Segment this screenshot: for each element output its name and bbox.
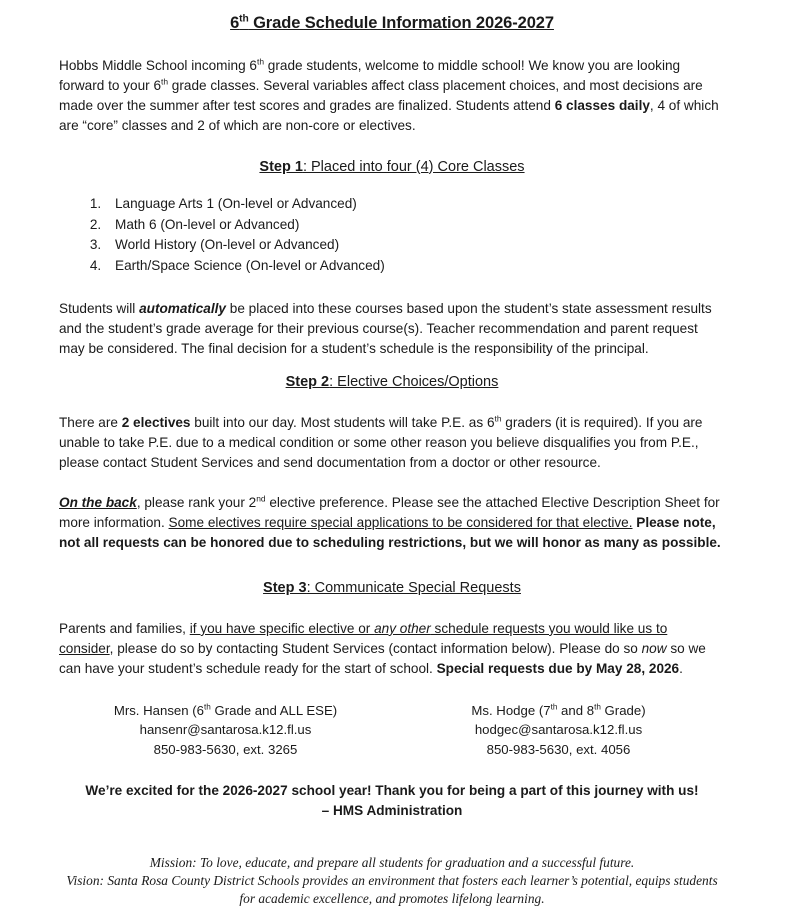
step-1-label: Step 1 bbox=[259, 158, 303, 175]
core-classes-list bbox=[59, 194, 725, 277]
spacer bbox=[59, 391, 725, 413]
contact-hansen-ordinal: th bbox=[203, 702, 211, 712]
step-2-label: Step 2 bbox=[285, 373, 330, 390]
step-2-p1-seg-1: There are bbox=[59, 415, 122, 431]
contact-hodge-name-mid: and 8 bbox=[557, 702, 595, 718]
spacer bbox=[59, 176, 725, 194]
step-3-u-seg-2: schedule requests you would like us to consider bbox=[59, 620, 668, 656]
contact-hansen-phone: 850-983-5630, ext. 3265 bbox=[153, 741, 298, 757]
step-1-desc-seg-1: Students will bbox=[59, 300, 140, 316]
step-3-label: Step 3 bbox=[263, 579, 307, 596]
list-item: 3. World History (On-level or Advanced) bbox=[105, 235, 725, 256]
title-ordinal-suffix: th bbox=[239, 13, 249, 25]
step-3-paragraph bbox=[59, 619, 725, 679]
spacer bbox=[59, 679, 725, 701]
intro-ordinal-1: th bbox=[256, 56, 265, 67]
step-3-u-italic: any other bbox=[374, 620, 431, 636]
title-text: Grade Schedule Information 2026-2027 bbox=[248, 14, 554, 32]
spacer bbox=[59, 136, 725, 158]
step-3-deadline: Special requests due by May 28, 2026 bbox=[436, 660, 680, 676]
intro-ordinal-2: th bbox=[161, 76, 169, 87]
contact-hodge-ordinal-2: th bbox=[594, 702, 601, 712]
list-item: 4. Earth/Space Science (On-level or Advanced) bbox=[105, 256, 725, 277]
contact-hodge-email[interactable]: hodgec@santarosa.k12.fl.us bbox=[474, 722, 643, 738]
spacer bbox=[59, 34, 725, 56]
contact-hansen bbox=[59, 701, 392, 759]
mission-statement: Mission: To love, educate, and prepare all students for graduation and a successful future. bbox=[149, 855, 635, 871]
step-2-p1-seg-2: built into our day. Most students will take P.E. as 6 bbox=[190, 415, 495, 431]
intro-seg-2: grade students, welcome to middle school! We know you are looking forward to your 6 bbox=[59, 57, 681, 93]
contact-hodge bbox=[392, 701, 725, 759]
step-1-desc-emphasis: automatically bbox=[139, 300, 226, 316]
step-2-p2-underlined-note: Some electives require special applications to be considered for that elective. bbox=[168, 514, 633, 530]
closing-line-2: – HMS Administration bbox=[321, 802, 463, 818]
spacer bbox=[59, 820, 725, 854]
step-2-heading bbox=[59, 373, 725, 391]
spacer bbox=[59, 473, 725, 493]
spacer bbox=[59, 759, 725, 781]
intro-bold-classes-daily: 6 classes daily bbox=[554, 97, 650, 113]
spacer bbox=[59, 553, 725, 579]
list-item: 2. Math 6 (On-level or Advanced) bbox=[105, 215, 725, 236]
step-3-seg-4: . bbox=[679, 660, 683, 676]
step-1-heading bbox=[59, 158, 725, 176]
step-2-p1-ordinal: th bbox=[494, 413, 502, 424]
step-2-p1-seg-3: graders (it is required). If you are unable to take P.E. due to a medical condition or some other reason you believe disqualifies you from P.E., please contact Student Services and send documentation from a doctor or other resource. bbox=[59, 415, 703, 470]
step-2-p2-ordinal: nd bbox=[256, 493, 266, 504]
step-2-p2-on-the-back: On the back bbox=[59, 494, 137, 510]
step-2-title: : Elective Choices/Options bbox=[329, 373, 499, 390]
step-3-heading bbox=[59, 579, 725, 597]
contact-hansen-name-pre: Mrs. Hansen (6 bbox=[113, 702, 204, 718]
intro-seg-1: Hobbs Middle School incoming 6 bbox=[59, 57, 257, 73]
contact-hodge-name bbox=[392, 701, 725, 720]
step-3-seg-3: so we can have your student’s schedule ready for the start of school. bbox=[59, 640, 706, 676]
title-number: 6 bbox=[230, 14, 240, 32]
step-1-desc-seg-2: be placed into these courses based upon the student’s state assessment results and the student’s grade average for their previous course(s). Teacher recommendation and parent request may be considered. The final decision for a student’s schedule is the responsibility of the principal. bbox=[59, 300, 712, 356]
intro-paragraph bbox=[59, 56, 725, 136]
step-2-paragraph-1 bbox=[59, 413, 725, 473]
contact-hodge-name-pre: Ms. Hodge (7 bbox=[471, 702, 551, 718]
step-2-p2-bold-note: Please note, not all requests can be honored due to scheduling restrictions, but we will honor as many as possible. bbox=[59, 514, 721, 550]
step-3-seg-2: , please do so by contacting Student Services (contact information below). Please do so bbox=[109, 640, 642, 656]
intro-seg-4: , 4 of which are “core” classes and 2 of which are non-core or electives. bbox=[59, 97, 719, 133]
step-2-p2-seg-1: , please rank your 2 bbox=[136, 494, 257, 510]
contact-hansen-name-post: Grade and ALL ESE) bbox=[210, 702, 338, 718]
intro-seg-3: grade classes. Several variables affect class placement choices, and most decisions are made over the summer after test scores and grades are finalized. Students attend bbox=[59, 77, 703, 113]
contact-hodge-ordinal-1: th bbox=[550, 702, 558, 712]
step-3-italic-now: now bbox=[641, 640, 667, 656]
contact-section bbox=[59, 701, 725, 759]
spacer bbox=[59, 597, 725, 619]
contact-hansen-email[interactable]: hansenr@santarosa.k12.fl.us bbox=[139, 722, 312, 738]
contact-hansen-name bbox=[59, 701, 392, 720]
vision-statement: Vision: Santa Rosa County District Schools provides an environment that fosters each learner’s potential, equips students for academic excellence, and promotes lifelong learning. bbox=[66, 873, 718, 907]
step-2-p2-seg-2: elective preference. Please see the attached Elective Description Sheet for more information. bbox=[59, 494, 720, 530]
step-2-p1-bold-electives: 2 electives bbox=[121, 415, 191, 431]
closing-message bbox=[59, 781, 725, 820]
step-3-seg-1: Parents and families, bbox=[59, 620, 190, 636]
step-3-u-seg-1: if you have specific elective or bbox=[189, 620, 375, 636]
closing-line-1: We’re excited for the 2026-2027 school year! Thank you for being a part of this journey with us! bbox=[85, 783, 699, 799]
contact-hodge-phone: 850-983-5630, ext. 4056 bbox=[486, 741, 631, 757]
contact-hodge-name-post: Grade) bbox=[600, 702, 646, 718]
step-1-title: : Placed into four (4) Core Classes bbox=[302, 158, 525, 175]
list-item: 1. Language Arts 1 (On-level or Advanced) bbox=[105, 194, 725, 215]
step-2-paragraph-2 bbox=[59, 493, 725, 553]
spacer bbox=[59, 359, 725, 373]
page-title bbox=[59, 14, 725, 34]
spacer bbox=[59, 277, 725, 299]
step-3-title: : Communicate Special Requests bbox=[306, 579, 521, 596]
step-1-description bbox=[59, 299, 725, 359]
